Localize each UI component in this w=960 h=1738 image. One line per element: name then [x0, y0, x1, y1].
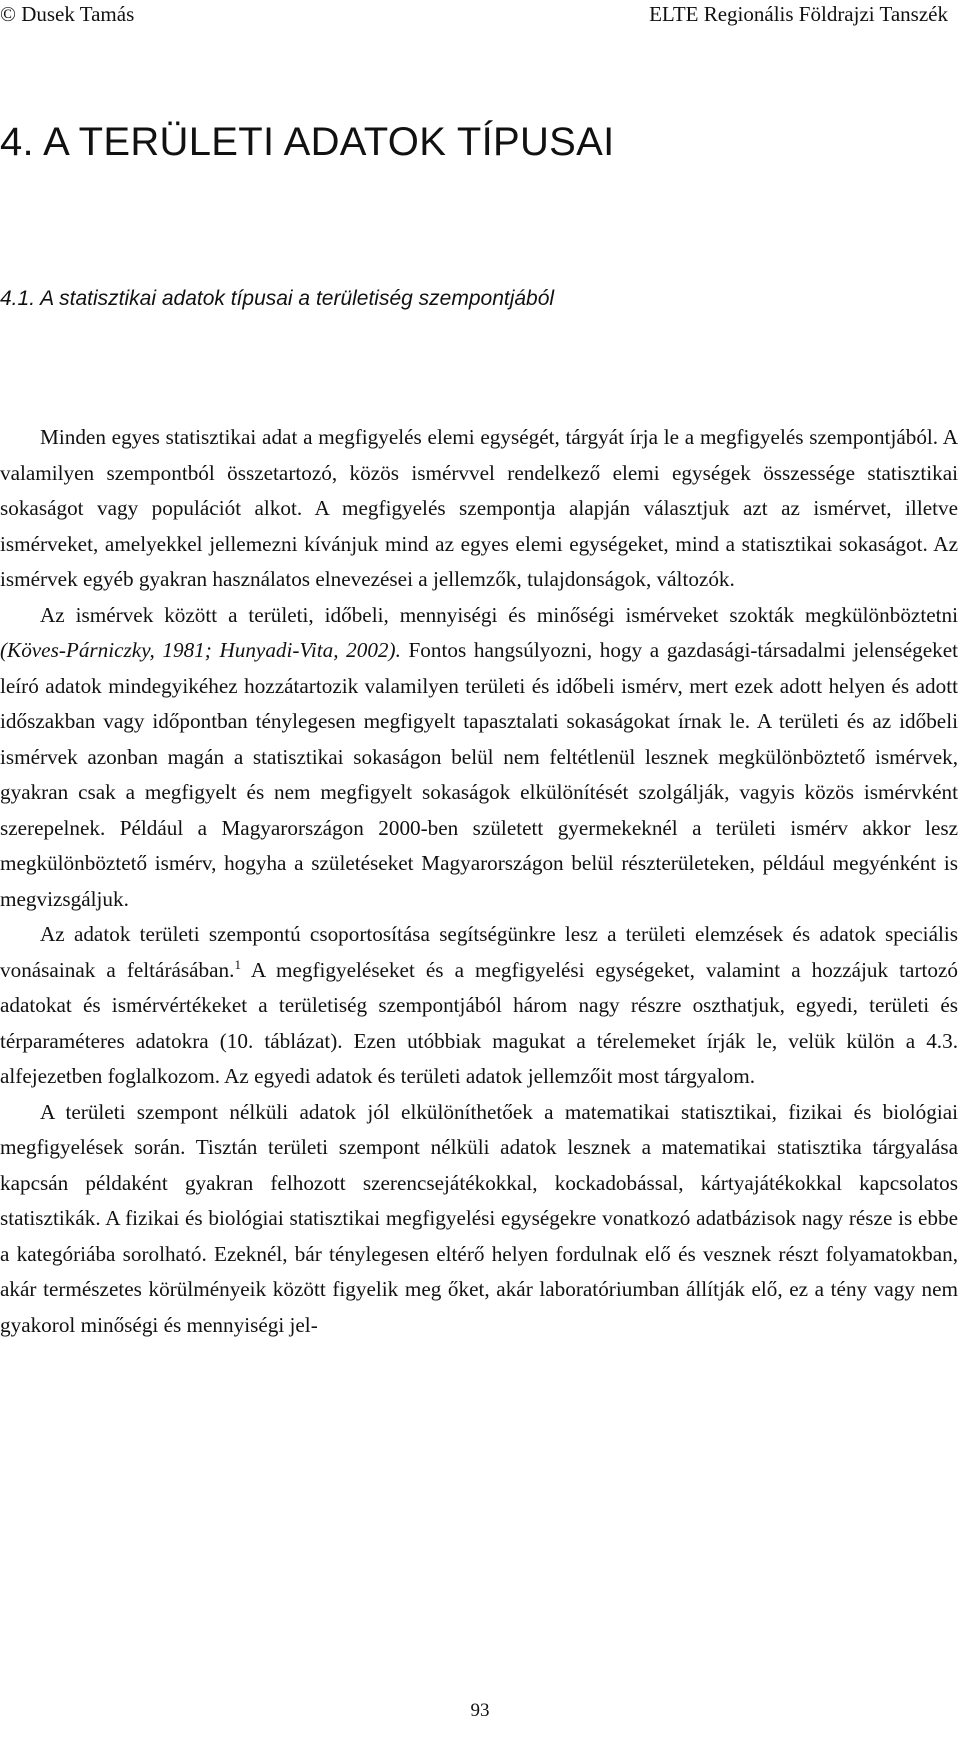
paragraph-2-text-b: Fontos hangsúlyozni, hogy a gazdasági-társadalmi jelenségeket leíró adatok mindegyikéhez hozzátartozik valamilyen területi és időbeli ismérv, mert ezek adott helyen és adott időszakban vagy időpontban ténylegesen megfigyelt tapasztalati sokaságokat írnak le. A területi és az időbeli ismérvek azonban magán a statisztikai sokaságon belül nem feltétlenül lesznek megkülönböztető ismérvek, gyakran csak a megfigyelt és nem megfigyelt sokaságok elkülönítését szolgálják, vagyis közös ismérvként szerepelnek. Például a Magyarországon 2000-ben született gyermekeknél a területi ismérv akkor lesz megkülönböztető ismérv, hogyha a születéseket Magyarországon belül részterületeken, például megyénként is megvizsgáljuk.: [0, 638, 959, 911]
header-institution: ELTE Regionális Földrajzi Tanszék: [649, 2, 948, 26]
header-author: © Dusek Tamás: [0, 2, 135, 26]
paragraph-3-text-b: A megfigyeléseket és a megfigyelési egységeket, valamint a hozzájuk tartozó adatokat és ismérvértékeket a területiség szempontjából három nagy részre oszthatjuk, egyedi, területi és térparaméteres adatokra (10. táblázat). Ezen utóbbiak magukat a térelemeket írják le, velük külön a 4.3. alfejezetben foglalkozom. Az egyedi adatok és területi adatok jellemzőit most tárgyalom.: [0, 957, 958, 1088]
paragraph-1: [0, 420, 958, 598]
paragraph-4: [0, 1095, 958, 1344]
footnote-marker[interactable]: 1: [234, 956, 241, 972]
chapter-title: 4. A TERÜLETI ADATOK TÍPUSAI: [0, 120, 615, 164]
body-text: [0, 420, 958, 1343]
paragraph-2-citation: (Köves-Párniczky, 1981; Hunyadi-Vita, 2002).: [0, 638, 401, 662]
paragraph-4-text: A területi szempont nélküli adatok jól elkülöníthetőek a matematikai statisztikai, fizikai és biológiai megfigyelések során. Tisztán területi szempont nélküli adatok lesznek a matematikai statisztika tárgyalása kapcsán példaként gyakran felhozott szerencsejátékokkal, kockadobással, kártyajátékokkal kapcsolatos statisztikák. A fizikai és biológiai statisztikai megfigyelési egységekre vonatkozó adatbázisok nagy része is ebbe a kategóriába sorolható. Ezeknél, bár ténylegesen eltérő helyen fordulnak elő és vesznek részt folyamatokban, akár természetes körülményeik között figyelik meg őket, akár laboratóriumban állítják elő, ez a tény vagy nem gyakorol minőségi és mennyiségi jel-: [0, 1099, 958, 1337]
paragraph-2-text-a: Az ismérvek között a területi, időbeli, mennyiségi és minőségi ismérveket szokták megkülönböztetni: [40, 602, 958, 627]
section-title: 4.1. A statisztikai adatok típusai a területiség szempontjából: [0, 287, 555, 310]
paragraph-3: [0, 917, 958, 1095]
paragraph-2: [0, 598, 958, 918]
paragraph-1-text: Minden egyes statisztikai adat a megfigyelés elemi egységét, tárgyát írja le a megfigyelés szempontjából. A valamilyen szempontból összetartozó, közös ismérvvel rendelkező elemi egységek összessége statisztikai sokaságot vagy populációt alkot. A megfigyelés szempontja alapján választjuk azt az ismérvet, illetve ismérveket, amelyekkel jellemezni kívánjuk mind az egyes elemi egységeket, mind a statisztikai sokaságot. Az ismérvek egyéb gyakran használatos elnevezései a jellemzők, tulajdonságok, változók.: [0, 425, 958, 591]
page-number: 93: [470, 1700, 490, 1721]
paragraph-3-text-a: Az adatok területi szempontú csoportosítása segítségünkre lesz a területi elemzések és adatok speciális vonásainak a feltárásában.: [0, 922, 958, 982]
